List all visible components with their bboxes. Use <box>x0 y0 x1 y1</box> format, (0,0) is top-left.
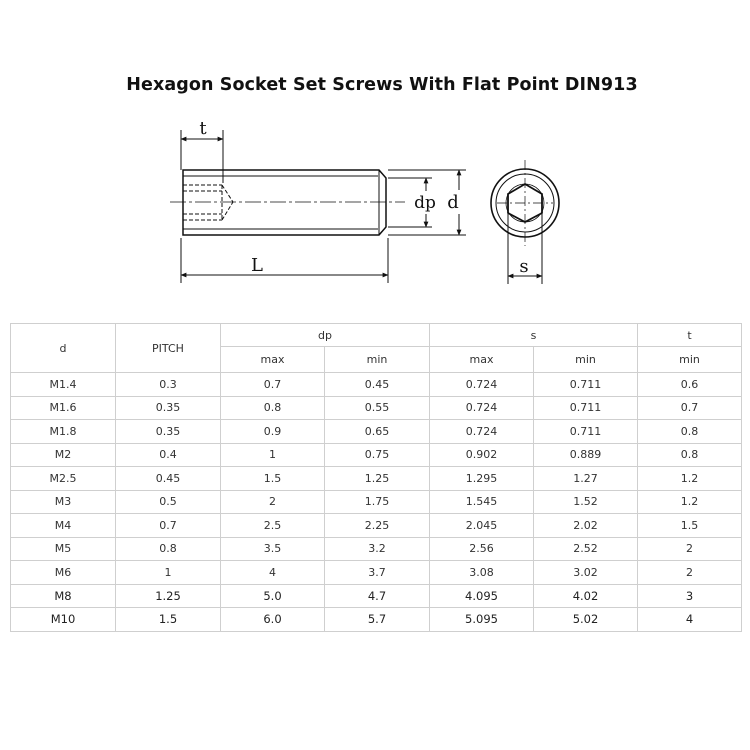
cell-s-max: 5.095 <box>430 608 534 632</box>
table-row <box>11 373 742 397</box>
cell-s-min: 0.711 <box>534 396 638 420</box>
header-t-min: min <box>638 347 742 373</box>
cell-s-max: 1.545 <box>430 490 534 514</box>
header-dp-min: min <box>325 347 430 373</box>
cell-t-min: 0.8 <box>638 443 742 467</box>
header-row-1 <box>11 324 742 347</box>
cell-s-min: 5.02 <box>534 608 638 632</box>
cell-t-min: 4 <box>638 608 742 632</box>
cell-pitch: 1.5 <box>116 608 221 632</box>
cell-s-max: 2.045 <box>430 514 534 538</box>
cell-dp-min: 5.7 <box>325 608 430 632</box>
header-pitch: PITCH <box>116 324 221 373</box>
dimension-L <box>181 238 388 283</box>
cell-s-min: 2.02 <box>534 514 638 538</box>
cell-s-min: 1.52 <box>534 490 638 514</box>
cell-d: M2.5 <box>11 467 116 491</box>
header-t: t <box>638 324 742 347</box>
cell-t-min: 1.5 <box>638 514 742 538</box>
cell-dp-min: 2.25 <box>325 514 430 538</box>
cell-d: M8 <box>11 584 116 608</box>
cell-d: M6 <box>11 561 116 585</box>
cell-s-max: 1.295 <box>430 467 534 491</box>
cell-dp-min: 4.7 <box>325 584 430 608</box>
cell-t-min: 1.2 <box>638 490 742 514</box>
cell-dp-max: 6.0 <box>221 608 325 632</box>
cell-s-min: 0.889 <box>534 443 638 467</box>
table-row <box>11 443 742 467</box>
cell-t-min: 2 <box>638 537 742 561</box>
cell-t-min: 0.8 <box>638 420 742 444</box>
cell-pitch: 0.8 <box>116 537 221 561</box>
side-view <box>170 170 405 235</box>
cell-s-max: 0.724 <box>430 420 534 444</box>
header-dp-max: max <box>221 347 325 373</box>
cell-s-min: 0.711 <box>534 373 638 397</box>
table-row <box>11 514 742 538</box>
cell-dp-max: 5.0 <box>221 584 325 608</box>
table-row <box>11 561 742 585</box>
cell-s-min: 1.27 <box>534 467 638 491</box>
cell-s-max: 0.724 <box>430 373 534 397</box>
cell-t-min: 2 <box>638 561 742 585</box>
cell-s-min: 3.02 <box>534 561 638 585</box>
table-row <box>11 396 742 420</box>
cell-pitch: 0.5 <box>116 490 221 514</box>
cell-pitch: 0.7 <box>116 514 221 538</box>
cell-dp-max: 0.9 <box>221 420 325 444</box>
cell-s-min: 4.02 <box>534 584 638 608</box>
cell-pitch: 0.45 <box>116 467 221 491</box>
cell-pitch: 0.3 <box>116 373 221 397</box>
cell-t-min: 3 <box>638 584 742 608</box>
cell-dp-min: 3.7 <box>325 561 430 585</box>
cell-dp-max: 2 <box>221 490 325 514</box>
cell-dp-min: 1.25 <box>325 467 430 491</box>
cell-pitch: 1 <box>116 561 221 585</box>
cell-dp-min: 0.65 <box>325 420 430 444</box>
cell-dp-max: 4 <box>221 561 325 585</box>
cell-d: M5 <box>11 537 116 561</box>
cell-d: M4 <box>11 514 116 538</box>
header-d: d <box>11 324 116 373</box>
cell-d: M2 <box>11 443 116 467</box>
cell-s-max: 3.08 <box>430 561 534 585</box>
cell-pitch: 0.4 <box>116 443 221 467</box>
cell-s-max: 0.902 <box>430 443 534 467</box>
header-s-max: max <box>430 347 534 373</box>
label-s: s <box>519 256 529 277</box>
table-row <box>11 490 742 514</box>
cell-d: M10 <box>11 608 116 632</box>
header-dp: dp <box>221 324 430 347</box>
cell-t-min: 0.7 <box>638 396 742 420</box>
cell-d: M1.4 <box>11 373 116 397</box>
cell-s-min: 2.52 <box>534 537 638 561</box>
cell-pitch: 1.25 <box>116 584 221 608</box>
header-s: s <box>430 324 638 347</box>
table-row <box>11 584 742 608</box>
cell-dp-max: 2.5 <box>221 514 325 538</box>
cell-dp-max: 1.5 <box>221 467 325 491</box>
cell-t-min: 1.2 <box>638 467 742 491</box>
cell-pitch: 0.35 <box>116 396 221 420</box>
label-t: t <box>199 118 207 139</box>
table-row <box>11 608 742 632</box>
table-row <box>11 467 742 491</box>
page-title: Hexagon Socket Set Screws With Flat Point DIN913 <box>126 75 638 95</box>
end-view <box>491 160 559 246</box>
table-row <box>11 537 742 561</box>
cell-dp-max: 0.7 <box>221 373 325 397</box>
cell-s-max: 0.724 <box>430 396 534 420</box>
cell-t-min: 0.6 <box>638 373 742 397</box>
cell-pitch: 0.35 <box>116 420 221 444</box>
label-L: L <box>251 255 263 276</box>
set-screw-drawing <box>0 0 750 320</box>
cell-s-min: 0.711 <box>534 420 638 444</box>
label-d: d <box>447 192 459 213</box>
cell-dp-max: 1 <box>221 443 325 467</box>
cell-d: M1.6 <box>11 396 116 420</box>
header-s-min: min <box>534 347 638 373</box>
label-dp: dp <box>414 193 436 213</box>
table-row <box>11 420 742 444</box>
cell-dp-min: 3.2 <box>325 537 430 561</box>
cell-dp-min: 0.55 <box>325 396 430 420</box>
spec-table <box>10 323 742 632</box>
socket-hidden-lines <box>183 185 233 220</box>
cell-d: M3 <box>11 490 116 514</box>
cell-dp-max: 3.5 <box>221 537 325 561</box>
cell-dp-min: 0.75 <box>325 443 430 467</box>
cell-s-max: 4.095 <box>430 584 534 608</box>
cell-s-max: 2.56 <box>430 537 534 561</box>
cell-d: M1.8 <box>11 420 116 444</box>
cell-dp-min: 1.75 <box>325 490 430 514</box>
cell-dp-max: 0.8 <box>221 396 325 420</box>
cell-dp-min: 0.45 <box>325 373 430 397</box>
